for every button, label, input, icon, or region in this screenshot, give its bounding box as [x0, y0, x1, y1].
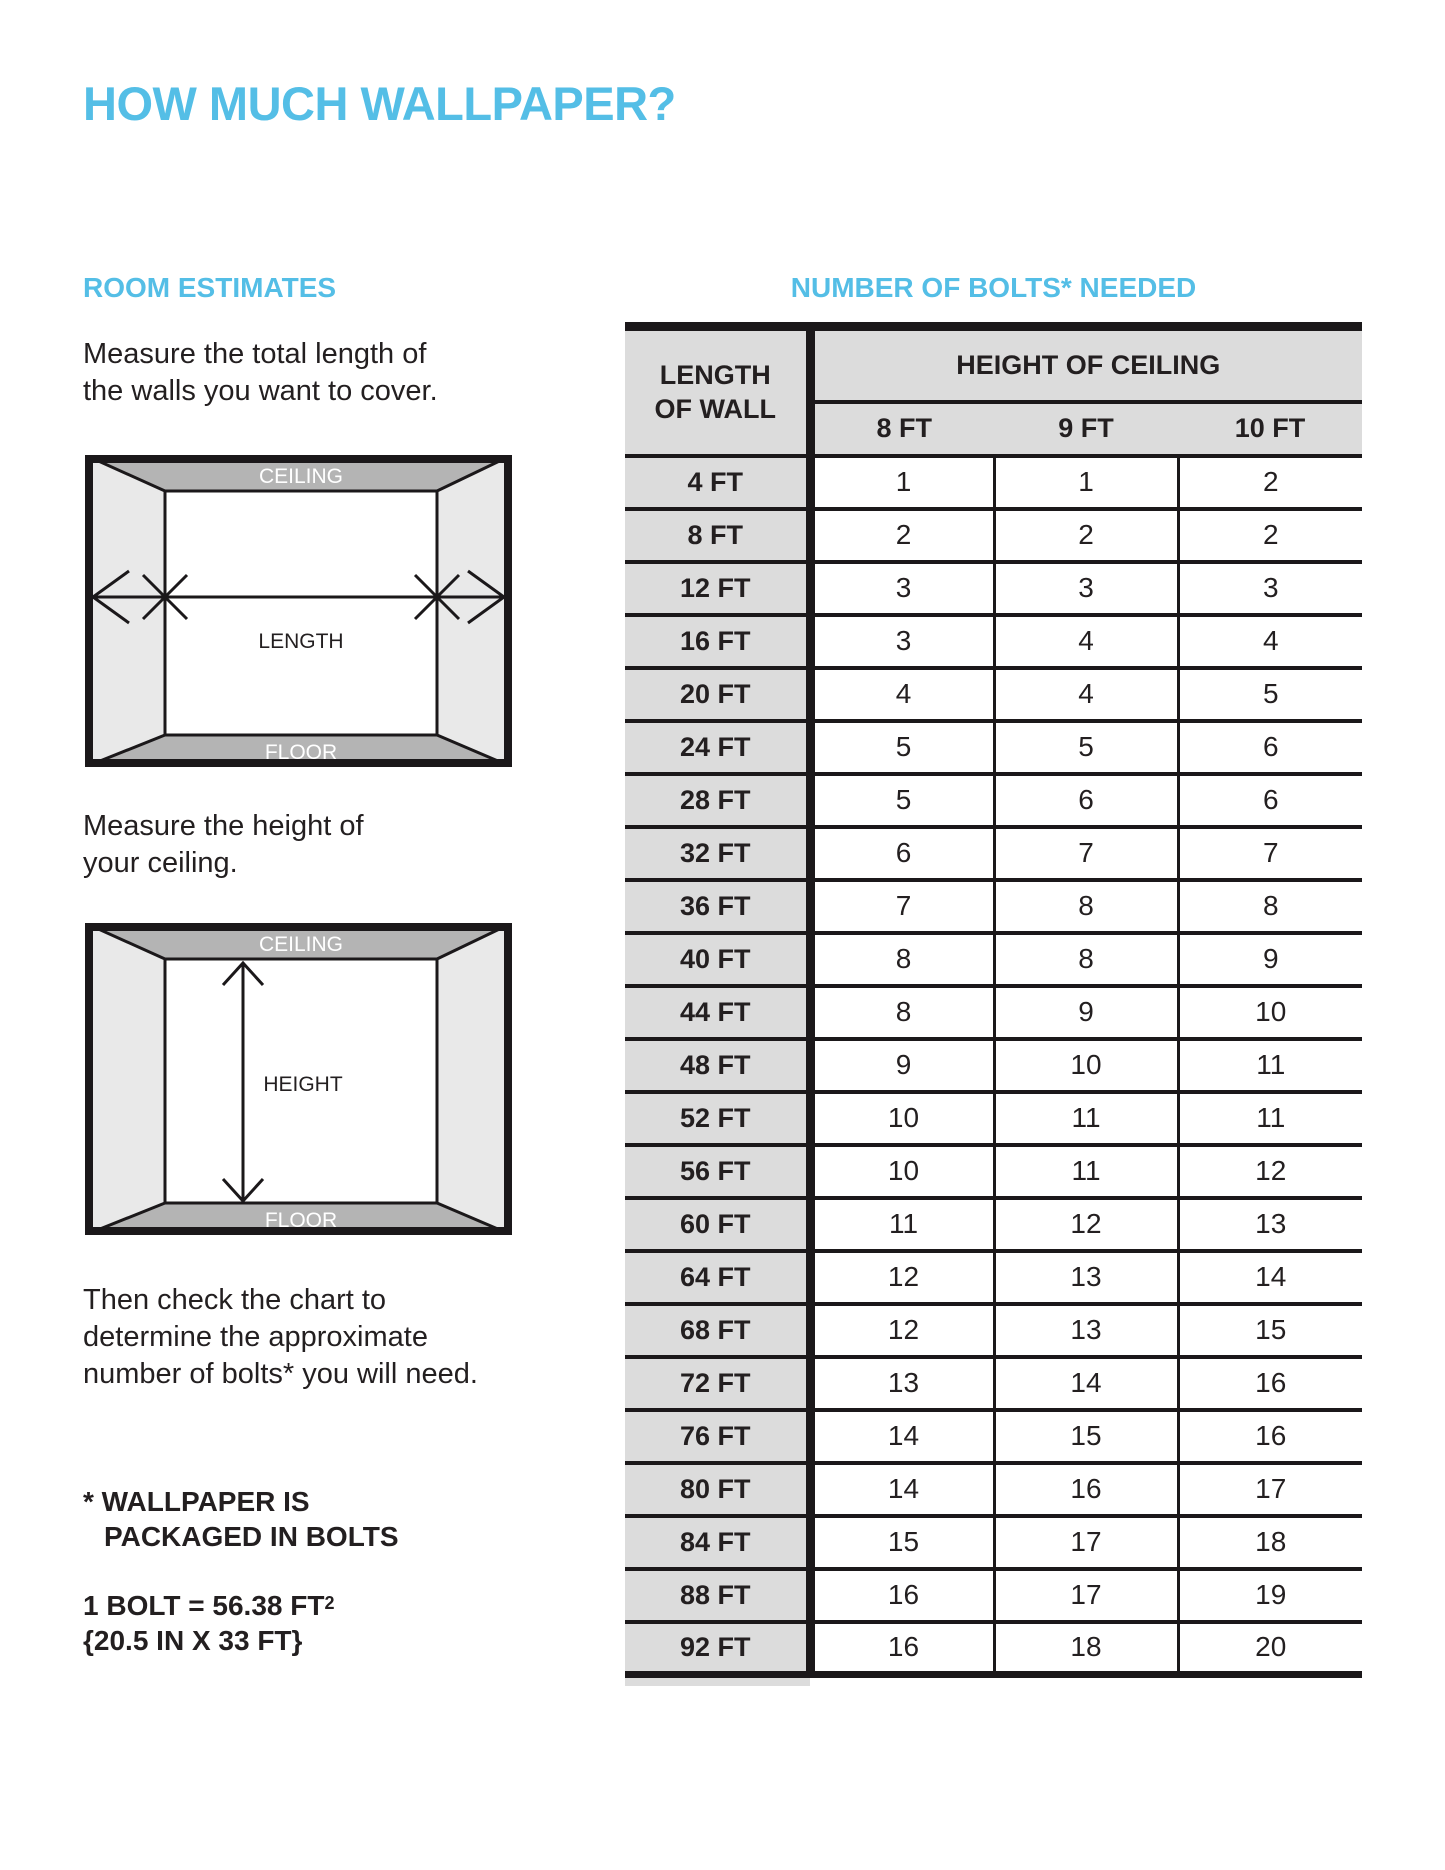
- bolt-count-cell: 11: [1178, 1039, 1362, 1092]
- wall-length-label: 28 FT: [625, 774, 810, 827]
- bolt-count-cell: 10: [1178, 986, 1362, 1039]
- bolt-count-cell: 4: [1178, 615, 1362, 668]
- instruction-measure-height: [83, 808, 364, 882]
- bolt-count-cell: 9: [810, 1039, 994, 1092]
- bolt-count-cell: 12: [1178, 1145, 1362, 1198]
- bolts-table-area: [625, 322, 1362, 1686]
- bolt-count-cell: 6: [810, 827, 994, 880]
- footnote-line: * WALLPAPER IS: [83, 1486, 310, 1517]
- bolt-count-cell: 3: [810, 615, 994, 668]
- bolt-count-cell: 11: [994, 1145, 1178, 1198]
- wall-length-label: 44 FT: [625, 986, 810, 1039]
- wall-length-label: 24 FT: [625, 721, 810, 774]
- instruction-line: Then check the chart to: [83, 1284, 387, 1316]
- bolt-count-cell: 13: [810, 1357, 994, 1410]
- wall-length-label: 4 FT: [625, 456, 810, 509]
- wall-length-label: 88 FT: [625, 1569, 810, 1622]
- bolt-count-cell: 12: [810, 1304, 994, 1357]
- bolt-count-cell: 11: [1178, 1092, 1362, 1145]
- bolt-count-cell: 19: [1178, 1569, 1362, 1622]
- bolt-count-cell: 18: [994, 1622, 1178, 1675]
- wall-length-label: 64 FT: [625, 1251, 810, 1304]
- wall-length-label: 16 FT: [625, 615, 810, 668]
- bolt-count-cell: 6: [1178, 774, 1362, 827]
- table-row: [625, 456, 1362, 509]
- floor-label: FLOOR: [264, 1209, 338, 1232]
- table-row: [625, 721, 1362, 774]
- bolt-count-cell: 5: [1178, 668, 1362, 721]
- bolt-count-cell: 17: [994, 1569, 1178, 1622]
- table-row: [625, 1198, 1362, 1251]
- length-label: LENGTH: [258, 630, 344, 653]
- bolt-count-cell: 14: [994, 1357, 1178, 1410]
- bolt-count-cell: 20: [1178, 1622, 1362, 1675]
- room-length-diagram: [85, 455, 512, 767]
- bolt-count-cell: 5: [810, 774, 994, 827]
- bolt-count-cell: 15: [1178, 1304, 1362, 1357]
- left-wall: [85, 923, 165, 1235]
- squared-superscript: 2: [324, 1593, 335, 1613]
- bolt-count-cell: 4: [810, 668, 994, 721]
- table-row: [625, 827, 1362, 880]
- bolt-count-cell: 12: [810, 1251, 994, 1304]
- bolt-count-cell: 13: [1178, 1198, 1362, 1251]
- bolt-count-cell: 5: [810, 721, 994, 774]
- instruction-line: Measure the height of: [83, 810, 364, 842]
- back-wall: [165, 491, 437, 735]
- bolt-count-cell: 11: [810, 1198, 994, 1251]
- wall-length-label: 84 FT: [625, 1516, 810, 1569]
- ceiling-height-column-header: 8 FT: [810, 402, 994, 456]
- height-of-ceiling-header: HEIGHT OF CEILING: [810, 327, 1362, 402]
- page-title: HOW MUCH WALLPAPER?: [83, 77, 676, 130]
- wall-length-label: 76 FT: [625, 1410, 810, 1463]
- table-row: [625, 1304, 1362, 1357]
- table-row: [625, 509, 1362, 562]
- bolt-equation: [83, 1586, 334, 1658]
- bolt-count-cell: 7: [1178, 827, 1362, 880]
- bolt-count-cell: 8: [1178, 880, 1362, 933]
- bolt-count-cell: 3: [994, 562, 1178, 615]
- wall-length-label: 12 FT: [625, 562, 810, 615]
- bolt-count-cell: 12: [994, 1198, 1178, 1251]
- height-label: HEIGHT: [263, 1073, 343, 1096]
- instruction-line: determine the approximate: [83, 1321, 428, 1353]
- bolt-count-cell: 2: [1178, 456, 1362, 509]
- wall-length-label: 52 FT: [625, 1092, 810, 1145]
- bolt-count-cell: 4: [994, 668, 1178, 721]
- bolt-count-cell: 5: [994, 721, 1178, 774]
- bolt-count-cell: 18: [1178, 1516, 1362, 1569]
- bolt-count-cell: 13: [994, 1304, 1178, 1357]
- bolt-count-cell: 16: [810, 1622, 994, 1675]
- table-row: [625, 1092, 1362, 1145]
- instruction-measure-length: [83, 336, 438, 410]
- table-row: [625, 933, 1362, 986]
- bolts-footnote: [83, 1484, 399, 1554]
- table-row: [625, 1516, 1362, 1569]
- wall-length-label: 60 FT: [625, 1198, 810, 1251]
- table-row: [625, 1622, 1362, 1675]
- table-row: [625, 668, 1362, 721]
- floor-label: FLOOR: [264, 741, 338, 764]
- bolt-count-cell: 10: [994, 1039, 1178, 1092]
- ceiling-height-column-header: 9 FT: [994, 402, 1178, 456]
- bolt-count-cell: 6: [1178, 721, 1362, 774]
- table-row: [625, 562, 1362, 615]
- bolt-count-cell: 10: [810, 1092, 994, 1145]
- bolt-count-cell: 13: [994, 1251, 1178, 1304]
- bolt-count-cell: 2: [1178, 509, 1362, 562]
- table-row: [625, 1569, 1362, 1622]
- table-row: [625, 615, 1362, 668]
- instruction-line: number of bolts* you will need.: [83, 1358, 478, 1390]
- bolt-count-cell: 3: [810, 562, 994, 615]
- bolt-count-cell: 6: [994, 774, 1178, 827]
- bolt-count-cell: 15: [810, 1516, 994, 1569]
- bolt-count-cell: 7: [994, 827, 1178, 880]
- bolt-count-cell: 1: [810, 456, 994, 509]
- instruction-line: the walls you want to cover.: [83, 375, 438, 407]
- bolt-count-cell: 9: [994, 986, 1178, 1039]
- table-bottom-strip: [625, 1678, 810, 1686]
- table-row: [625, 1145, 1362, 1198]
- bolt-count-cell: 16: [994, 1463, 1178, 1516]
- table-row: [625, 1357, 1362, 1410]
- bolt-count-cell: 11: [994, 1092, 1178, 1145]
- wall-length-label: 48 FT: [625, 1039, 810, 1092]
- bolts-needed-heading: NUMBER OF BOLTS* NEEDED: [790, 272, 1197, 303]
- table-row: [625, 880, 1362, 933]
- table-row: [625, 1463, 1362, 1516]
- wall-length-label: 72 FT: [625, 1357, 810, 1410]
- bolts-table: [625, 322, 1362, 1678]
- table-row: [625, 1039, 1362, 1092]
- bolt-count-cell: 1: [994, 456, 1178, 509]
- wall-length-label: 20 FT: [625, 668, 810, 721]
- bolt-count-cell: 2: [810, 509, 994, 562]
- bolt-count-cell: 9: [1178, 933, 1362, 986]
- bolt-count-cell: 8: [994, 880, 1178, 933]
- bolt-count-cell: 8: [810, 933, 994, 986]
- bolt-count-cell: 3: [1178, 562, 1362, 615]
- bolt-count-cell: 10: [810, 1145, 994, 1198]
- footnote-line: PACKAGED IN BOLTS: [104, 1521, 399, 1552]
- bolt-count-cell: 16: [1178, 1410, 1362, 1463]
- table-row: [625, 774, 1362, 827]
- instruction-check-chart: [83, 1282, 478, 1393]
- bolt-count-cell: 17: [994, 1516, 1178, 1569]
- wall-length-label: 40 FT: [625, 933, 810, 986]
- ceiling-label: CEILING: [258, 933, 344, 956]
- right-wall: [437, 455, 512, 767]
- room-height-diagram: [85, 923, 512, 1235]
- bolt-count-cell: 15: [994, 1410, 1178, 1463]
- bolt-count-cell: 4: [994, 615, 1178, 668]
- wall-length-label: 68 FT: [625, 1304, 810, 1357]
- wall-length-label: 80 FT: [625, 1463, 810, 1516]
- wall-length-label: 92 FT: [625, 1622, 810, 1675]
- bolt-count-cell: 8: [994, 933, 1178, 986]
- bolt-count-cell: 2: [994, 509, 1178, 562]
- right-wall: [437, 923, 512, 1235]
- table-row: [625, 1410, 1362, 1463]
- bolt-count-cell: 16: [1178, 1357, 1362, 1410]
- wall-length-label: 8 FT: [625, 509, 810, 562]
- instruction-line: Measure the total length of: [83, 338, 427, 370]
- bolt-count-cell: 14: [810, 1410, 994, 1463]
- bolt-count-cell: 16: [810, 1569, 994, 1622]
- ceiling-height-column-header: 10 FT: [1178, 402, 1362, 456]
- wall-length-label: 56 FT: [625, 1145, 810, 1198]
- table-header-row-group: [625, 327, 1362, 402]
- bolt-equation-line: 1 BOLT = 56.38 $FT^2$: [83, 1590, 335, 1621]
- room-estimates-heading: ROOM ESTIMATES: [83, 272, 337, 303]
- table-row: [625, 986, 1362, 1039]
- table-row: [625, 1251, 1362, 1304]
- bolt-dimensions-line: {20.5 IN X 33 FT}: [83, 1625, 303, 1656]
- bolt-count-cell: 14: [1178, 1251, 1362, 1304]
- bolt-count-cell: 14: [810, 1463, 994, 1516]
- length-of-wall-header: LENGTH OF WALL: [625, 327, 810, 456]
- instruction-line: your ceiling.: [83, 847, 238, 879]
- wall-length-label: 36 FT: [625, 880, 810, 933]
- bolt-count-cell: 7: [810, 880, 994, 933]
- ceiling-label: CEILING: [258, 465, 344, 488]
- bolt-count-cell: 17: [1178, 1463, 1362, 1516]
- bolt-count-cell: 8: [810, 986, 994, 1039]
- wall-length-label: 32 FT: [625, 827, 810, 880]
